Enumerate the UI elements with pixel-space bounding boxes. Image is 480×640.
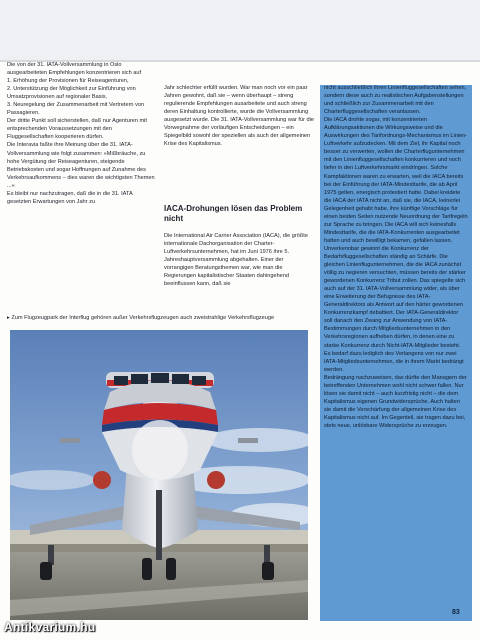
paragraph: nicht ausschließlich ihren Linienfluggesellschaften sehen, sondern diese auch zu realistischen Aufgabenstellungen und schließlich zur Zusammenarbeit mit den Charterfluggesellschaften veranlassen. bbox=[324, 85, 467, 116]
photo-caption: ▸ Zum Flugzeugpark der Interflug gehören außer Verkehrsflugzeugen auch zweistrahlige Verkehrsflugzeuge bbox=[7, 315, 275, 321]
text-column-1 bbox=[7, 61, 157, 317]
text-column-2-continued bbox=[164, 232, 314, 312]
airplane-photo bbox=[10, 330, 308, 620]
paragraph: Die IACA drohte sogar, mit konzentrierten Aufklärungsaktionen die Wirkungsweise und die Auswirkungen des Tarifordnungs-Mechanismus im Linien-Luftverkehr aufzudecken. Mit dem Ziel, ihr Kapital noch besser zu verwerten, wollen die Charterflugunternehmen mit den Linienfluggesellschaften konkurrieren und noch tiefer in den Luftverkehrsmarkt eindringen. Solche Kampfaktionen waren zu erwarten, weil die IACA bereits bei der Einführung der IATA-Mindesttarife, die ab April 1975 gelten, energisch protestiert hatte. Dabei kreidete die IACA der IATA nicht an, daß sie, die IACA, keinerlei Gelegenheit gehabt habe, ihre künftige Vorschläge für einen beiden Seiten nutzende Neuordnung der Tarifregeln zur Sprache zu bringen. Die IACA will sich keinesfalls Mindesttarife, die die IATA-Konkurrenten ausgearbeitet hatten und auch bewilligt bekamen, gefallen lassen. bbox=[324, 117, 468, 244]
text-column-2 bbox=[164, 84, 314, 208]
paragraph: Unverkennbar gewinnt die Konkurrenz der Bedarfsfluggesellschaften ständig an Schärfe. Die gleichen Linienflugunternehmen, die die IACA zunächst völlig zu negieren versuchten, müssen bereits der stärker gewordenen Konkurrenz Tribut zollen. Das spiegelte sich auch auf der 31. IATA-Vollversammlung wider, als über eine Erweiterung der Befugnisse des IATA-Generaldirektors als Antwort auf den härter gewordenen Konkurrenzkampf debattiert. Der IATA-Generaldirektor soll danach den Zwang zur Anwendung von IATA-Bestimmungen durch Mitgliedsunternehmen in den Verkehrsregionen aufheben dürfen, in denen eine zu starke Konkurrenz durch Nicht-IATA-Mitglieder besteht. Es bedarf dazu lediglich des Verlangens von nur zwei IATA-Mitgliedsunternehmen, die in ihrem Markt bedrängt werden. bbox=[324, 245, 466, 373]
list-item: 3. Neuregelung der Zusammenarbeit mit Vertretern von Passagieren. bbox=[7, 102, 145, 117]
watermark: Antikvarium.hu bbox=[4, 620, 96, 634]
list-item: 2. Unterstützung der Möglichkeit zur Einführung von Umsatzprovisionen auf regionaler Basis, bbox=[7, 86, 136, 101]
top-band bbox=[0, 0, 480, 62]
section-heading: IACA-Drohungen lösen das Problem nicht bbox=[164, 204, 303, 223]
text-column-3 bbox=[324, 84, 468, 624]
paragraph: Die von der 31. IATA-Vollversammlung in Oslo ausgearbeiteten Empfehlungen konzentrieren sich auf bbox=[7, 62, 142, 77]
paragraph: Die Interavia faßte ihre Meinung über die 31. IATA-Vollversammlung wie folgt zusammen: »Mißbräuche, zu hohe Vergütung der Reiseagenturen, steigende Betriebskosten und sogar Hoffnungen auf Zunahme des Verkehrsaufkommens – dies waren die wichtigsten Themen ...« bbox=[7, 142, 155, 189]
paragraph: Es bleibt nur nachzutragen, daß die in die 31. IATA gesetzten Erwartungen von Jahr zu bbox=[7, 190, 133, 205]
paragraph: Jahr schlechter erfüllt wurden. War man noch vor ein paar Jahren gewohnt, daß sie – wenn überhaupt – streng regulierende Empfehlungen ausarbeitete und auch streng deren Einhaltung kontrollierte, wurde die Vollversammlung ausgesetzt wurde. Die 31. IATA-Vollversammlung war für die Vorwegnahme der vorläufigen Entscheidungen – ein Spiegelbild sowohl der speziellen als auch der allgemeinen Krise des Kapitalismus. bbox=[164, 85, 314, 148]
page-number: 83 bbox=[452, 609, 460, 616]
list-item: 1. Erhöhung der Provisionen für Reiseagenturen, bbox=[7, 78, 129, 85]
paragraph: Die International Air Carrier Association (IACA), die größte internationale Dachorganisation der Charter-Luftverkehrsunternehmen, hat im Juni 1976 ihre 5. Jahreshauptversammlung abgehalten. Einer der vorrangigen Beratungsthemen war, wie man die Regierungen kapitalistischer Staaten dahingehend beeinflussen kann, daß sie bbox=[164, 233, 308, 288]
paragraph: Bedrängung nachzuweisen, das dürfte den Managern der betreffenden Unternehmen wohl nicht schwer fallen. Nur lösen sie damit nicht – auch kurzfristig nicht – die dem Kapitalismus eigenen Grundwidersprüche. Auch halten sie damit die Verschärfung der allgemeinen Krise des Kapitalismus nicht auf. Im Gegenteil, sie tragen dazu bei, stets neue, unlösbare Widersprüche zu erzeugen. bbox=[324, 374, 467, 429]
paragraph: Der dritte Punkt soll sicherstellen, daß nur Agenturen mit entsprechenden Voraussetzungen mit den Fluggesellschaften kooperieren dürfen. bbox=[7, 118, 147, 141]
